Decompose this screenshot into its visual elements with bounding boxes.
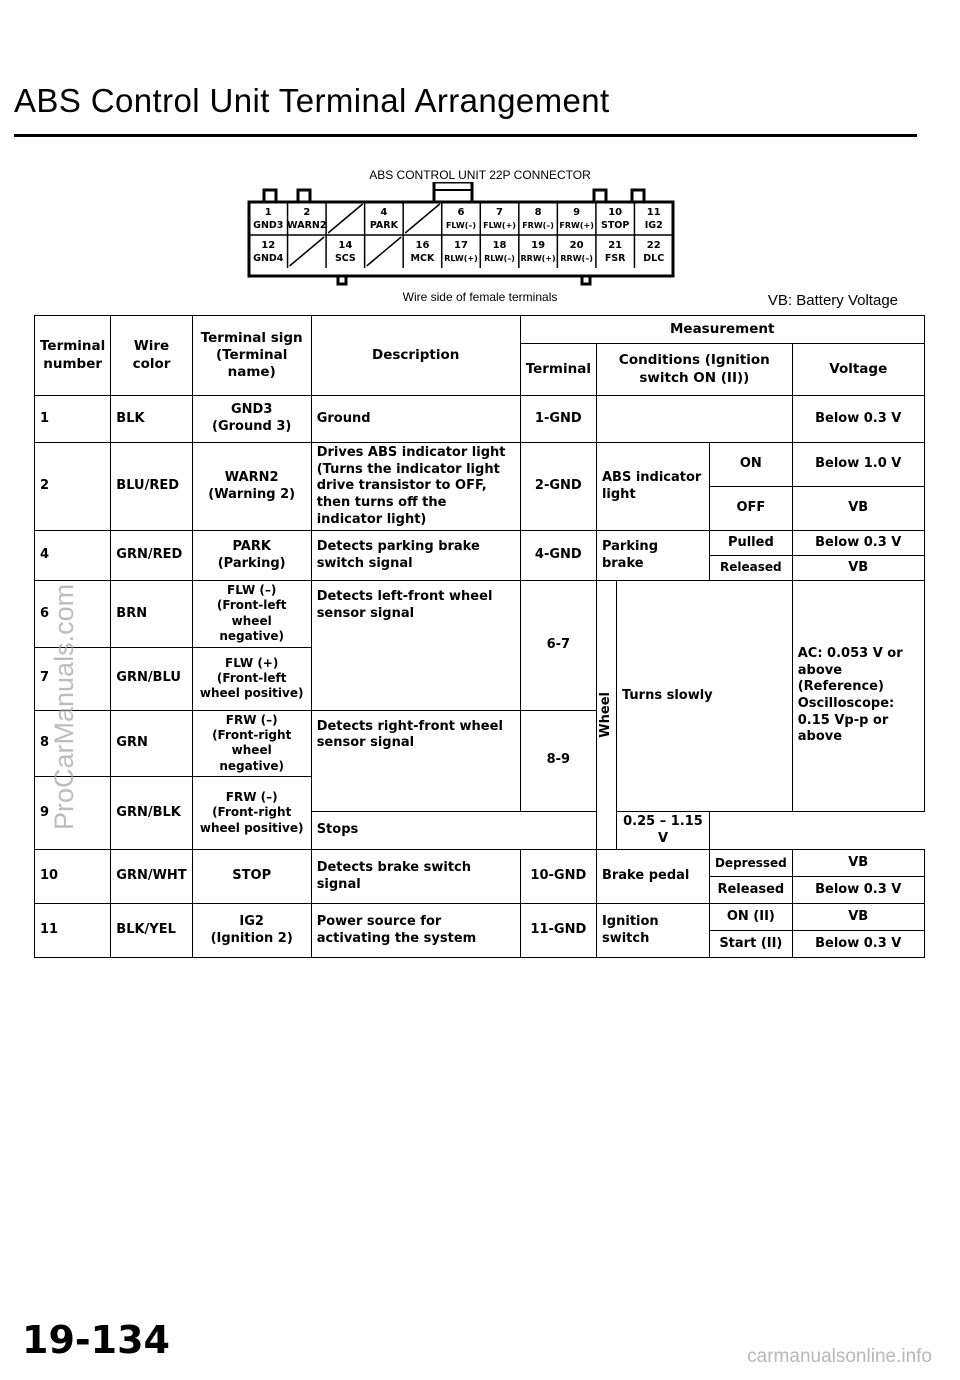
terminal-table: [34, 315, 925, 958]
description: Drives ABS indicator light (Turns the indicator light drive transistor to OFF, then turns off the indicator light): [311, 443, 520, 531]
header-conditions: Conditions (Ignition switch ON (II)): [596, 344, 792, 396]
terminal-sign: [192, 531, 311, 581]
condition: ABS indicator light: [596, 443, 709, 531]
sign-name: (Front-left wheel negative): [216, 598, 287, 644]
voltage: VB: [792, 556, 924, 581]
wire-color: GRN: [111, 710, 192, 776]
voltage: Below 0.3 V: [792, 877, 924, 904]
bottom-pin-name: RLW(–): [484, 254, 515, 263]
terminal-number: 2: [35, 443, 111, 531]
bottom-pin-name: RRW(+): [520, 254, 556, 263]
terminal-number: 10: [35, 850, 111, 904]
top-pin-name: FRW(–): [522, 221, 554, 230]
bottom-pin-number: 16: [415, 240, 430, 251]
table-row: [35, 531, 925, 556]
top-pin-number: 10: [608, 207, 623, 218]
sign-code: FLW (–): [227, 583, 277, 598]
watermark-side: ProCarManuals.com: [49, 583, 79, 830]
connector-caption: Wire side of female terminals: [402, 290, 558, 304]
top-pin-number: 6: [457, 207, 465, 218]
vb-note: VB: Battery Voltage: [767, 292, 898, 309]
connector-title: ABS CONTROL UNIT 22P CONNECTOR: [369, 168, 591, 182]
wire-color: GRN/WHT: [111, 850, 192, 904]
wire-color: BLK/YEL: [111, 904, 192, 958]
sign-name: (Parking): [217, 555, 286, 571]
voltage: AC: 0.053 V or above (Reference) Oscilloscope: 0.15 Vp-p or above: [792, 581, 924, 812]
sign-code: FRW (–): [225, 790, 278, 805]
sub-condition: ON (II): [709, 904, 792, 931]
header-wire-color: Wire color: [111, 316, 192, 396]
sign-name: (Front-right wheel negative): [212, 727, 292, 773]
bottom-pin-name: FSR: [604, 253, 626, 264]
sign-code: PARK: [232, 539, 271, 554]
sign-name: (Ground 3): [212, 419, 292, 434]
wire-color: BLK: [111, 396, 192, 443]
empty-cavity-mark: [328, 204, 363, 233]
header-voltage: Voltage: [792, 344, 924, 396]
page-number: 19-134: [22, 1318, 170, 1362]
top-pin-number: 2: [303, 207, 311, 218]
measure-terminal: 2-GND: [520, 443, 596, 531]
top-pin-name: FLW(–): [445, 221, 477, 230]
top-pin-name: IG2: [644, 220, 663, 231]
condition: Brake pedal: [596, 850, 709, 904]
top-pin-name: WARN2: [287, 220, 327, 231]
description: Ground: [311, 396, 520, 443]
header-terminal-number: Terminal number: [35, 316, 111, 396]
measure-terminal: 6-7: [520, 581, 596, 710]
voltage: VB: [792, 904, 924, 931]
top-pin-name: GND3: [253, 220, 284, 231]
wheel-label: Wheel: [598, 692, 614, 739]
condition: Stops: [311, 812, 596, 850]
terminal-sign: [192, 710, 311, 776]
terminal-number: 4: [35, 531, 111, 581]
connector-diagram: [246, 182, 676, 288]
description: Detects brake switch signal: [311, 850, 520, 904]
condition: Ignition switch: [596, 904, 709, 958]
sign-code: FRW (–): [225, 712, 278, 727]
voltage: Below 0.3 V: [792, 396, 924, 443]
sub-condition: Released: [709, 556, 792, 581]
empty-cavity-mark: [405, 204, 440, 233]
watermark-bottom: carmanualsonline.info: [747, 1346, 932, 1367]
empty-cavity-mark: [367, 237, 402, 266]
empty-cavity-mark: [290, 237, 325, 266]
terminal-number: 9: [35, 777, 111, 850]
header-measurement: Measurement: [520, 316, 924, 344]
header-description: Description: [311, 316, 520, 396]
bottom-pin-number: 21: [608, 240, 623, 251]
table-row: [35, 396, 925, 443]
top-pin-name: PARK: [369, 220, 398, 231]
header-terminal-sign: Terminal sign (Terminal name): [192, 316, 311, 396]
sign-code: IG2: [239, 914, 264, 930]
header-terminal: Terminal: [520, 344, 596, 396]
wheel-label-cell: [596, 581, 616, 850]
bottom-pin-name: RLW(+): [444, 254, 478, 263]
top-pin-name: STOP: [600, 220, 630, 231]
wire-color: GRN/RED: [111, 531, 192, 581]
top-pin-name: FRW(+): [559, 221, 594, 230]
sign-code: WARN2: [224, 469, 279, 485]
measure-terminal: 1-GND: [520, 396, 596, 443]
sign-name: (Front-left wheel positive): [199, 670, 304, 701]
page-title: ABS Control Unit Terminal Arrangement: [14, 82, 610, 119]
wire-color: GRN/BLK: [111, 777, 192, 850]
measure-terminal: 10-GND: [520, 850, 596, 904]
bottom-pin-name: RRW(–): [560, 254, 593, 263]
bottom-pin-name: DLC: [643, 253, 665, 264]
condition: Turns slowly: [616, 581, 792, 812]
table-row: [35, 904, 925, 931]
bottom-pin-number: 14: [338, 240, 353, 251]
bottom-pin-name: MCK: [410, 253, 435, 264]
sign-code: FLW (+): [225, 655, 279, 670]
top-pin-name: FLW(+): [483, 221, 516, 230]
description: Detects right-front wheel sensor signal: [311, 710, 520, 811]
sub-condition: Depressed: [709, 850, 792, 877]
description: Detects parking brake switch signal: [311, 531, 520, 581]
sign-name: (Front-right wheel positive): [199, 805, 304, 835]
terminal-sign: STOP: [192, 850, 311, 904]
wire-color: BLU/RED: [111, 443, 192, 531]
title-rule: [14, 134, 917, 137]
terminal-number: 7: [35, 647, 111, 710]
top-pin-number: 7: [496, 207, 504, 218]
voltage: 0.25 – 1.15 V: [616, 812, 709, 850]
measure-terminal: 8-9: [520, 710, 596, 811]
terminal-number: 11: [35, 904, 111, 958]
terminal-number: 1: [35, 396, 111, 443]
top-pin-number: 1: [264, 207, 272, 218]
sub-condition: OFF: [709, 486, 792, 531]
terminal-number: 6: [35, 581, 111, 647]
voltage: Below 0.3 V: [792, 931, 924, 958]
table-row: [35, 443, 925, 487]
sub-condition: Start (II): [709, 931, 792, 958]
terminal-sign: [192, 396, 311, 443]
voltage: Below 1.0 V: [792, 443, 924, 487]
wire-color: BRN: [111, 581, 192, 647]
description: Detects left-front wheel sensor signal: [311, 581, 520, 710]
measure-terminal: 11-GND: [520, 904, 596, 958]
description: Power source for activating the system: [311, 904, 520, 958]
table-row: [35, 850, 925, 877]
voltage: VB: [792, 850, 924, 877]
bottom-pin-number: 18: [492, 240, 507, 251]
bottom-pin-number: 17: [454, 240, 468, 251]
top-pin-number: 4: [380, 207, 388, 218]
top-pin-number: 8: [534, 207, 542, 218]
bottom-pin-number: 22: [646, 240, 661, 251]
sign-name: (Ignition 2): [210, 930, 293, 946]
sub-condition: Released: [709, 877, 792, 904]
voltage: VB: [792, 486, 924, 531]
terminal-sign: [192, 777, 311, 850]
terminal-sign: [192, 581, 311, 647]
top-pin-number: 9: [573, 207, 581, 218]
bottom-pin-name: GND4: [253, 253, 284, 264]
sub-condition: Pulled: [709, 531, 792, 556]
condition: Parking brake: [596, 531, 709, 581]
bottom-pin-number: 19: [531, 240, 546, 251]
sign-name: (Warning 2): [208, 486, 296, 502]
voltage: Below 0.3 V: [792, 531, 924, 556]
bottom-pin-number: 20: [569, 240, 584, 251]
sign-code: GND3: [230, 402, 273, 418]
condition: [596, 396, 792, 443]
table-row: [35, 581, 925, 647]
top-pin-number: 11: [646, 207, 661, 218]
bottom-pin-number: 12: [261, 240, 276, 251]
terminal-sign: [192, 443, 311, 531]
measure-terminal: 4-GND: [520, 531, 596, 581]
terminal-sign: [192, 904, 311, 958]
sub-condition: ON: [709, 443, 792, 487]
wire-color: GRN/BLU: [111, 647, 192, 710]
bottom-pin-name: SCS: [334, 253, 356, 264]
terminal-number: 8: [35, 710, 111, 776]
terminal-sign: [192, 647, 311, 710]
